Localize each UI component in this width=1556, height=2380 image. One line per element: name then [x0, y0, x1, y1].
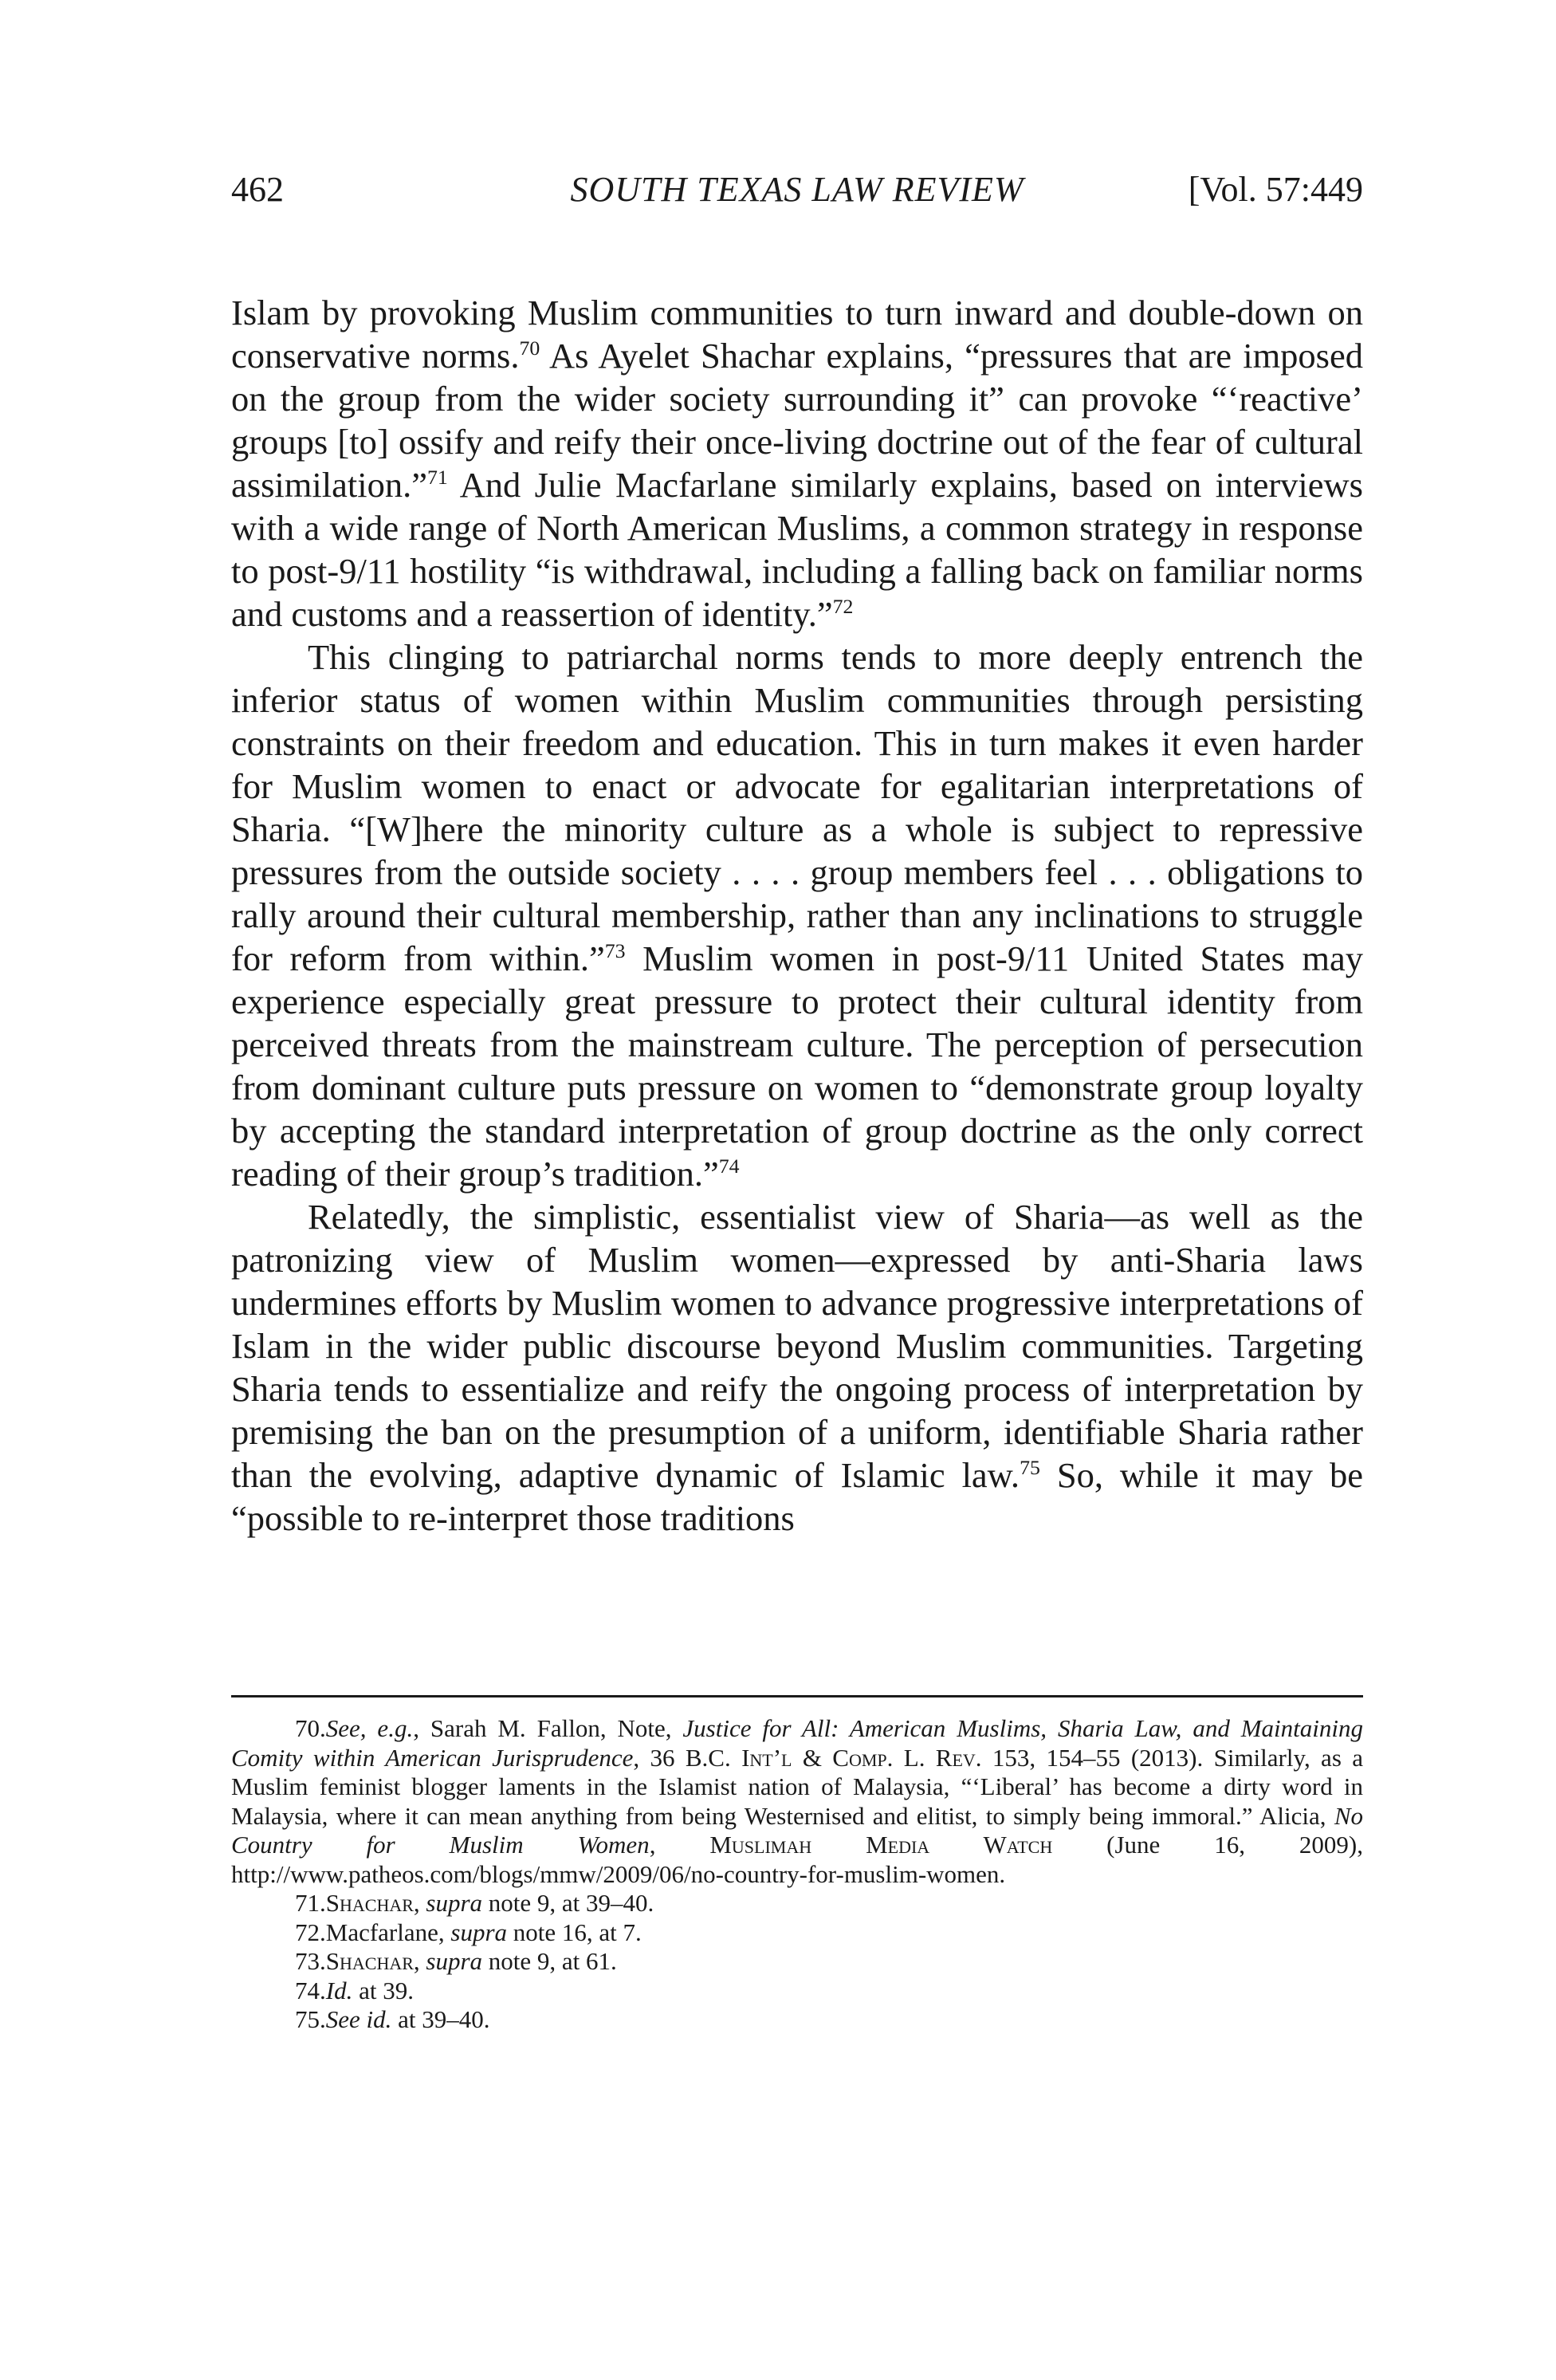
footnote-ref-71: 71 — [426, 466, 448, 490]
footnote-ref-74: 74 — [718, 1155, 740, 1178]
footnote-73: 73.Shachar, supra note 9, at 61. — [295, 1947, 617, 1975]
running-header — [231, 166, 1363, 214]
paragraph-3: Relatedly, the simplistic, essentialist view of Sharia—as well as the patronizing view of Muslim women—expressed by anti-Sharia laws undermines efforts by Muslim women to advance progressive interpretations of Islam in the wider public discourse beyond Muslim communities. Targeting Sharia tends to essentialize and reify the ongoing process of interpretation by premising the ban on the presumption of a uniform, identifiable Sharia rather than the evolving, adaptive dynamic of Islamic law.$^{75}$ So, while it may be “possible to re-interpret those traditions — [231, 1197, 1363, 1538]
footnote-ref-72: 72 — [832, 595, 854, 619]
main-text — [231, 291, 1363, 1540]
footnote-divider — [231, 1695, 1363, 1697]
footnote-ref-75: 75 — [1020, 1456, 1040, 1480]
journal-title: SOUTH TEXAS LAW REVIEW — [570, 170, 1024, 209]
footnote-72: 72.Macfarlane, supra note 16, at 7. — [295, 1918, 642, 1946]
paragraph-1: Islam by provoking Muslim communities to turn inward and double-down on conservative norms.$^{70}$ As Ayelet Shachar explains, “pressures that are imposed on the group from the wider society surrounding it” can provoke “‘reactive’ groups [to] ossify and reify their once-living doctrine out of the fear of cultural assimilation.”$^{71}$ And Julie Macfarlane similarly explains, based on interviews with a wide range of North American Muslims, a common strategy in response to post-9/11 hostility “is withdrawal, including a falling back on familiar norms and customs and a reassertion of identity.”$^{72}$ — [231, 293, 1363, 634]
footnote-70: 70.See, e.g., Sarah M. Fallon, Note, Justice for All: American Muslims, Sharia Law, and Maintaining Comity within American Jurisprudence, 36 B.C. Int’l & Comp. L. Rev. 153, 154–55 (2013). Similarly, as a Muslim feminist blogger laments in the Islamist nation of Malaysia, “‘Liberal’ has become a dirty word in Malaysia, where it can mean anything from being Westernised and elitist, to simply being immoral.” Alicia, No Country for Muslim Women, Muslimah Media Watch (June 16, 2009), http://www.patheos.com/blogs/mmw/2009/06/no-country-for-muslim-women. — [231, 1714, 1364, 1888]
footnote-75: 75.See id. at 39–40. — [295, 2005, 490, 2033]
paragraph-2: This clinging to patriarchal norms tends to more deeply entrench the inferior status of women within Muslim communities through persisting constraints on their freedom and education. This in turn makes it even harder for Muslim women to enact or advocate for egalitarian interpretations of Sharia. “[W]here the minority culture as a whole is subject to repressive pressures from the outside society . . . . group members feel . . . obligations to rally around their cultural membership, rather than any inclinations to struggle for reform from within.”$^{73}$ Muslim women in post-9/11 United States may experience especially great pressure to protect their cultural identity from perceived threats from the mainstream culture. The perception of persecution from dominant culture puts pressure on women to “demonstrate group loyalty by accepting the standard interpretation of group doctrine as the only correct reading of their group’s tradition.”$^{74}$ — [231, 637, 1363, 1194]
footnote-74: 74.Id. at 39. — [295, 1976, 414, 2004]
footnote-ref-70: 70 — [519, 336, 540, 360]
footnote-url: (June 16, 2009), http://www.patheos.com/blogs/mmw/2009/06/no-country-for-muslim-women. — [231, 1831, 1363, 1888]
footnotes — [231, 1714, 1363, 2035]
footnote-ref-73: 73 — [604, 939, 626, 963]
page-number: 462 — [231, 170, 284, 209]
volume-citation: [Vol. 57:449 — [1188, 170, 1363, 209]
footnote-71: 71.Shachar, supra note 9, at 39–40. — [295, 1889, 654, 1917]
